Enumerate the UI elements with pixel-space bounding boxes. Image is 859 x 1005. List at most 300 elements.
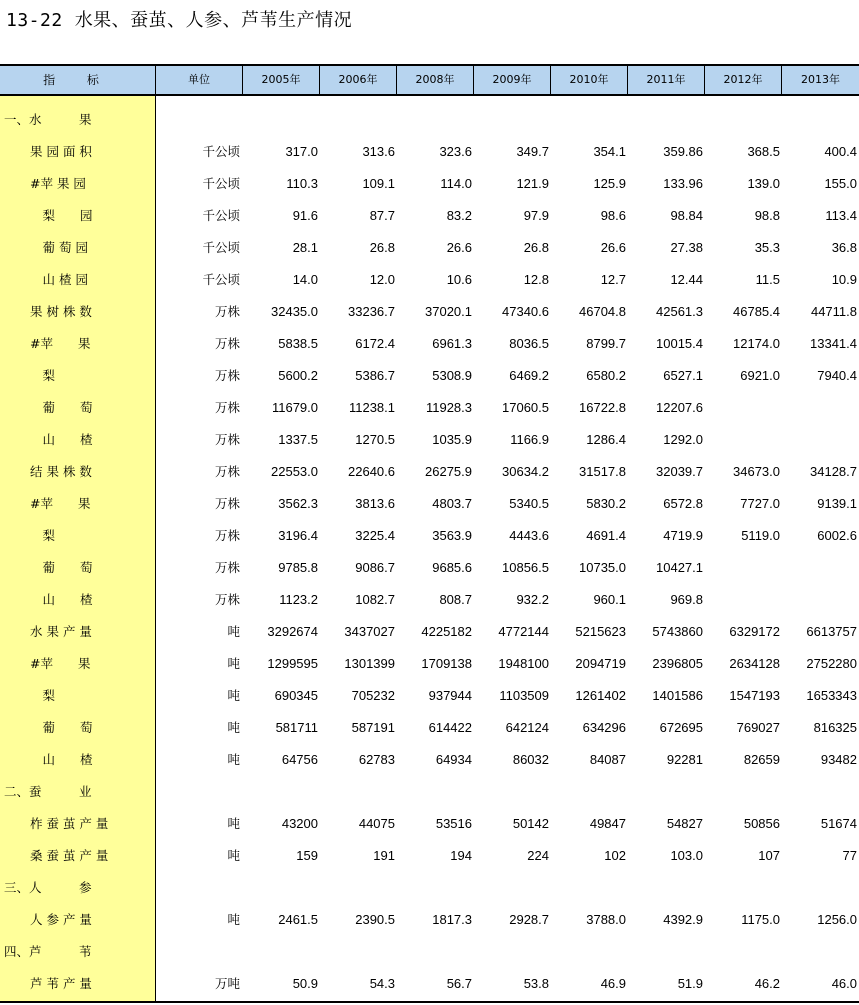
table-row [0, 136, 859, 168]
cell-value: 30634.2 [502, 464, 549, 479]
row-unit: 吨 [227, 752, 240, 767]
cell-value [321, 776, 395, 808]
cell-value: 769027 [736, 720, 780, 735]
cell-value: 102 [604, 848, 626, 863]
cell-value [398, 776, 472, 808]
cell-value: 317.0 [285, 144, 318, 159]
cell-value: 1082.7 [355, 592, 395, 607]
cell-value: 1035.9 [432, 432, 472, 447]
cell-value: 51.9 [677, 976, 703, 991]
row-unit: 千公顷 [202, 272, 240, 287]
cell-value: 26.6 [600, 240, 626, 255]
table-row [0, 552, 859, 584]
row-unit: 万吨 [214, 976, 240, 991]
table-title: 水果、蚕茧、人参、芦苇生产情况 [74, 10, 353, 31]
row-label: 三、人 参 [4, 880, 92, 895]
cell-value: 12.0 [369, 272, 395, 287]
cell-value: 107 [758, 848, 780, 863]
cell-value [475, 872, 549, 904]
cell-value: 77 [842, 848, 857, 863]
cell-value: 1286.4 [586, 432, 626, 447]
cell-value: 1299595 [267, 656, 318, 671]
cell-value [321, 872, 395, 904]
table-row [0, 104, 859, 136]
cell-value: 690345 [274, 688, 318, 703]
cell-value: 33236.7 [348, 304, 395, 319]
cell-value: 3196.4 [278, 528, 318, 543]
cell-value: 6961.3 [432, 336, 472, 351]
table-row [0, 296, 859, 328]
cell-value: 50856 [743, 816, 780, 831]
cell-value [783, 584, 857, 616]
table-row [0, 168, 859, 200]
cell-value: 932.2 [516, 592, 549, 607]
cell-value: 34128.7 [810, 464, 857, 479]
table-row [0, 264, 859, 296]
row-label: 柞 蚕 茧 产 量 [30, 816, 109, 831]
cell-value: 808.7 [439, 592, 472, 607]
cell-value: 5830.2 [586, 496, 626, 511]
row-label: 桑 蚕 茧 产 量 [30, 848, 109, 863]
cell-value: 8799.7 [586, 336, 626, 351]
cell-value: 46.2 [754, 976, 780, 991]
cell-value: 83.2 [446, 208, 472, 223]
cell-value: 5743860 [652, 624, 703, 639]
cell-value: 1948100 [498, 656, 549, 671]
cell-value: 2094719 [575, 656, 626, 671]
cell-value: 6329172 [729, 624, 780, 639]
cell-value: 47340.6 [502, 304, 549, 319]
cell-value: 3562.3 [278, 496, 318, 511]
table-row [0, 328, 859, 360]
table-row [0, 584, 859, 616]
header-year: 2008年 [415, 73, 455, 86]
cell-value: 43200 [281, 816, 318, 831]
cell-value: 10.6 [446, 272, 472, 287]
cell-value: 5386.7 [355, 368, 395, 383]
cell-value: 672695 [659, 720, 703, 735]
cell-value: 16722.8 [579, 400, 626, 415]
row-label: #苹 果 [30, 336, 91, 351]
cell-value: 12.7 [600, 272, 626, 287]
cell-value: 5215623 [575, 624, 626, 639]
row-unit: 吨 [227, 912, 240, 927]
cell-value: 12.8 [523, 272, 549, 287]
table-row [0, 936, 859, 968]
cell-value: 5308.9 [432, 368, 472, 383]
row-unit: 千公顷 [202, 144, 240, 159]
table-row [0, 744, 859, 776]
cell-value: 17060.5 [502, 400, 549, 415]
row-label: 四、芦 苇 [4, 944, 92, 959]
cell-value: 587191 [351, 720, 395, 735]
cell-value: 26.8 [369, 240, 395, 255]
cell-value: 14.0 [292, 272, 318, 287]
cell-value: 28.1 [292, 240, 318, 255]
row-unit: 万株 [214, 400, 240, 415]
row-label: 山 楂 [30, 592, 93, 607]
cell-value: 5340.5 [509, 496, 549, 511]
cell-value: 359.86 [663, 144, 703, 159]
row-label: 葡 萄 园 [30, 240, 88, 255]
cell-value: 51674 [820, 816, 857, 831]
cell-value: 4691.4 [586, 528, 626, 543]
cell-value: 31517.8 [579, 464, 626, 479]
cell-value: 35.3 [754, 240, 780, 255]
cell-value: 6469.2 [509, 368, 549, 383]
header-year: 2009年 [492, 73, 532, 86]
cell-value: 1256.0 [817, 912, 857, 927]
cell-value: 91.6 [292, 208, 318, 223]
cell-value: 56.7 [446, 976, 472, 991]
cell-value: 109.1 [362, 176, 395, 191]
cell-value: 46.9 [600, 976, 626, 991]
row-unit: 千公顷 [202, 176, 240, 191]
cell-value [629, 936, 703, 968]
header-year: 2010年 [569, 73, 609, 86]
cell-value: 27.38 [670, 240, 703, 255]
cell-value [706, 552, 780, 584]
row-label: 葡 萄 [30, 720, 93, 735]
row-unit [156, 776, 240, 808]
cell-value: 64756 [281, 752, 318, 767]
cell-value [475, 776, 549, 808]
cell-value: 6002.6 [817, 528, 857, 543]
cell-value: 1709138 [421, 656, 472, 671]
cell-value: 64934 [435, 752, 472, 767]
cell-value: 634296 [582, 720, 626, 735]
cell-value: 46.0 [831, 976, 857, 991]
row-label: 芦 苇 产 量 [30, 976, 92, 991]
table-row [0, 808, 859, 840]
cell-value: 5600.2 [278, 368, 318, 383]
cell-value: 2634128 [729, 656, 780, 671]
row-label: 梨 [30, 368, 56, 383]
cell-value: 6527.1 [663, 368, 703, 383]
cell-value: 133.96 [663, 176, 703, 191]
cell-value: 969.8 [670, 592, 703, 607]
row-label: 山 楂 [30, 432, 93, 447]
cell-value [783, 424, 857, 456]
row-label: 一、水 果 [4, 112, 92, 127]
cell-value: 7940.4 [817, 368, 857, 383]
cell-value: 98.6 [600, 208, 626, 223]
cell-value [552, 104, 626, 136]
table-row [0, 232, 859, 264]
cell-value [706, 424, 780, 456]
cell-value: 11.5 [755, 272, 780, 287]
cell-value: 36.8 [831, 240, 857, 255]
cell-value: 3813.6 [355, 496, 395, 511]
cell-value [706, 104, 780, 136]
cell-value: 816325 [813, 720, 857, 735]
cell-value [706, 584, 780, 616]
table-row [0, 776, 859, 808]
cell-value: 32039.7 [656, 464, 703, 479]
row-label: 果 树 株 数 [30, 304, 92, 319]
cell-value: 1653343 [806, 688, 857, 703]
cell-value [706, 936, 780, 968]
cell-value [783, 552, 857, 584]
cell-value: 614422 [428, 720, 472, 735]
table-number: 13-22 [6, 10, 63, 31]
cell-value: 3292674 [267, 624, 318, 639]
cell-value: 224 [527, 848, 549, 863]
cell-value: 46704.8 [579, 304, 626, 319]
row-label: 果 园 面 积 [30, 144, 92, 159]
table-row [0, 904, 859, 936]
cell-value: 110.3 [286, 176, 318, 191]
cell-value: 10427.1 [656, 560, 703, 575]
row-unit: 吨 [227, 688, 240, 703]
cell-value: 1817.3 [432, 912, 472, 927]
cell-value: 5838.5 [278, 336, 318, 351]
cell-value: 13341.4 [810, 336, 857, 351]
cell-value: 37020.1 [425, 304, 472, 319]
cell-value: 3788.0 [586, 912, 626, 927]
header-year: 2011年 [646, 73, 686, 86]
header-unit: 单位 [188, 73, 210, 86]
cell-value: 11238.1 [348, 400, 395, 415]
cell-value: 10735.0 [579, 560, 626, 575]
cell-value [475, 936, 549, 968]
cell-value [629, 776, 703, 808]
cell-value: 53516 [435, 816, 472, 831]
row-label: 梨 园 [30, 208, 93, 223]
cell-value: 1261402 [575, 688, 626, 703]
cell-value: 642124 [505, 720, 549, 735]
cell-value [783, 936, 857, 968]
cell-value: 6580.2 [586, 368, 626, 383]
cell-value [552, 776, 626, 808]
cell-value: 1401586 [652, 688, 703, 703]
cell-value: 2752280 [806, 656, 857, 671]
row-label: 水 果 产 量 [30, 624, 92, 639]
row-unit: 万株 [214, 496, 240, 511]
table-row [0, 424, 859, 456]
cell-value [629, 104, 703, 136]
table-row [0, 680, 859, 712]
cell-value [706, 872, 780, 904]
row-label: 山 楂 园 [30, 272, 88, 287]
cell-value [783, 104, 857, 136]
cell-value: 26275.9 [425, 464, 472, 479]
row-label: #苹 果 [30, 656, 91, 671]
header-year: 2012年 [723, 73, 763, 86]
header-year: 2005年 [261, 73, 301, 86]
cell-value: 9785.8 [278, 560, 318, 575]
cell-value: 354.1 [593, 144, 626, 159]
table-row [0, 872, 859, 904]
row-unit [156, 872, 240, 904]
cell-value: 125.9 [593, 176, 626, 191]
cell-value [706, 392, 780, 424]
cell-value: 11679.0 [271, 400, 318, 415]
row-label: 结 果 株 数 [30, 464, 92, 479]
row-unit: 万株 [214, 560, 240, 575]
cell-value [244, 936, 318, 968]
cell-value: 313.6 [362, 144, 395, 159]
cell-value: 9685.6 [432, 560, 472, 575]
row-unit: 吨 [227, 656, 240, 671]
cell-value: 84087 [589, 752, 626, 767]
cell-value: 4443.6 [509, 528, 549, 543]
cell-value: 3437027 [344, 624, 395, 639]
cell-value: 10.9 [831, 272, 857, 287]
cell-value [398, 936, 472, 968]
row-unit: 千公顷 [202, 240, 240, 255]
cell-value [244, 104, 318, 136]
cell-value: 54827 [666, 816, 703, 831]
row-unit [156, 104, 240, 136]
row-label: #苹 果 园 [30, 176, 86, 191]
cell-value: 8036.5 [509, 336, 549, 351]
cell-value: 22553.0 [271, 464, 318, 479]
row-unit: 万株 [214, 336, 240, 351]
cell-value: 93482 [820, 752, 857, 767]
row-unit: 吨 [227, 816, 240, 831]
cell-value [783, 776, 857, 808]
cell-value: 22640.6 [348, 464, 395, 479]
cell-value: 50.9 [292, 976, 318, 991]
row-label: 二、蚕 业 [4, 784, 92, 799]
cell-value: 103.0 [670, 848, 703, 863]
cell-value: 1292.0 [663, 432, 703, 447]
cell-value: 121.9 [516, 176, 549, 191]
cell-value: 62783 [358, 752, 395, 767]
table-row [0, 392, 859, 424]
cell-value: 191 [373, 848, 395, 863]
cell-value: 86032 [512, 752, 549, 767]
cell-value: 12174.0 [733, 336, 780, 351]
cell-value: 139.0 [747, 176, 780, 191]
cell-value: 2928.7 [509, 912, 549, 927]
cell-value: 6572.8 [663, 496, 703, 511]
header-year: 2006年 [338, 73, 378, 86]
cell-value: 1270.5 [355, 432, 395, 447]
cell-value: 12.44 [670, 272, 703, 287]
cell-value: 50142 [512, 816, 549, 831]
cell-value: 1301399 [344, 656, 395, 671]
cell-value: 155.0 [824, 176, 857, 191]
cell-value: 4719.9 [663, 528, 703, 543]
cell-value: 1175.0 [741, 912, 780, 927]
table-row [0, 456, 859, 488]
row-label: 山 楂 [30, 752, 93, 767]
row-unit: 千公顷 [202, 208, 240, 223]
cell-value: 82659 [743, 752, 780, 767]
row-unit: 吨 [227, 848, 240, 863]
cell-value: 98.84 [670, 208, 703, 223]
cell-value: 4772144 [498, 624, 549, 639]
cell-value [398, 104, 472, 136]
cell-value: 97.9 [523, 208, 549, 223]
cell-value: 2461.5 [278, 912, 318, 927]
cell-value: 2390.5 [355, 912, 395, 927]
header-indicator: 指 标 [43, 73, 113, 87]
table-bottom-rule [0, 1001, 859, 1003]
cell-value [398, 872, 472, 904]
cell-value: 159 [296, 848, 318, 863]
cell-value: 1123.2 [279, 592, 318, 607]
cell-value: 6172.4 [355, 336, 395, 351]
cell-value: 1166.9 [510, 432, 549, 447]
cell-value: 9086.7 [355, 560, 395, 575]
cell-value: 44711.8 [810, 304, 857, 319]
cell-value: 42561.3 [656, 304, 703, 319]
cell-value [706, 776, 780, 808]
cell-value: 26.8 [523, 240, 549, 255]
cell-value: 87.7 [369, 208, 395, 223]
cell-value: 10015.4 [656, 336, 703, 351]
cell-value: 10856.5 [502, 560, 549, 575]
table-row [0, 968, 859, 1000]
cell-value [552, 872, 626, 904]
cell-value: 194 [450, 848, 472, 863]
table-row [0, 200, 859, 232]
cell-value [475, 104, 549, 136]
cell-value: 6613757 [806, 624, 857, 639]
cell-value: 113.4 [825, 208, 857, 223]
table-row [0, 616, 859, 648]
row-label: 梨 [30, 528, 56, 543]
page-title [6, 6, 352, 32]
row-unit: 万株 [214, 464, 240, 479]
row-label: 梨 [30, 688, 56, 703]
row-unit: 万株 [214, 432, 240, 447]
cell-value: 53.8 [523, 976, 549, 991]
cell-value: 4225182 [421, 624, 472, 639]
row-label: #苹 果 [30, 496, 91, 511]
cell-value: 46785.4 [733, 304, 780, 319]
cell-value: 581711 [275, 720, 318, 735]
cell-value: 368.5 [747, 144, 780, 159]
cell-value: 3225.4 [355, 528, 395, 543]
cell-value: 32435.0 [271, 304, 318, 319]
table-row [0, 488, 859, 520]
cell-value: 349.7 [516, 144, 549, 159]
cell-value [244, 776, 318, 808]
cell-value [629, 872, 703, 904]
cell-value: 705232 [351, 688, 395, 703]
cell-value: 12207.6 [656, 400, 703, 415]
cell-value: 400.4 [824, 144, 857, 159]
cell-value: 960.1 [593, 592, 626, 607]
row-unit: 万株 [214, 592, 240, 607]
cell-value [321, 104, 395, 136]
row-unit: 万株 [214, 528, 240, 543]
cell-value [244, 872, 318, 904]
cell-value: 323.6 [439, 144, 472, 159]
table-row [0, 520, 859, 552]
cell-value: 6921.0 [740, 368, 780, 383]
cell-value [783, 392, 857, 424]
cell-value: 26.6 [446, 240, 472, 255]
cell-value [552, 936, 626, 968]
cell-value: 114.0 [440, 176, 472, 191]
cell-value: 44075 [358, 816, 395, 831]
cell-value: 98.8 [754, 208, 780, 223]
cell-value: 49847 [589, 816, 626, 831]
cell-value: 92281 [666, 752, 703, 767]
table-row [0, 840, 859, 872]
cell-value: 4803.7 [432, 496, 472, 511]
header-year: 2013年 [801, 73, 840, 86]
cell-value: 3563.9 [432, 528, 472, 543]
table-row [0, 648, 859, 680]
cell-value: 9139.1 [817, 496, 857, 511]
cell-value: 11928.3 [425, 400, 472, 415]
